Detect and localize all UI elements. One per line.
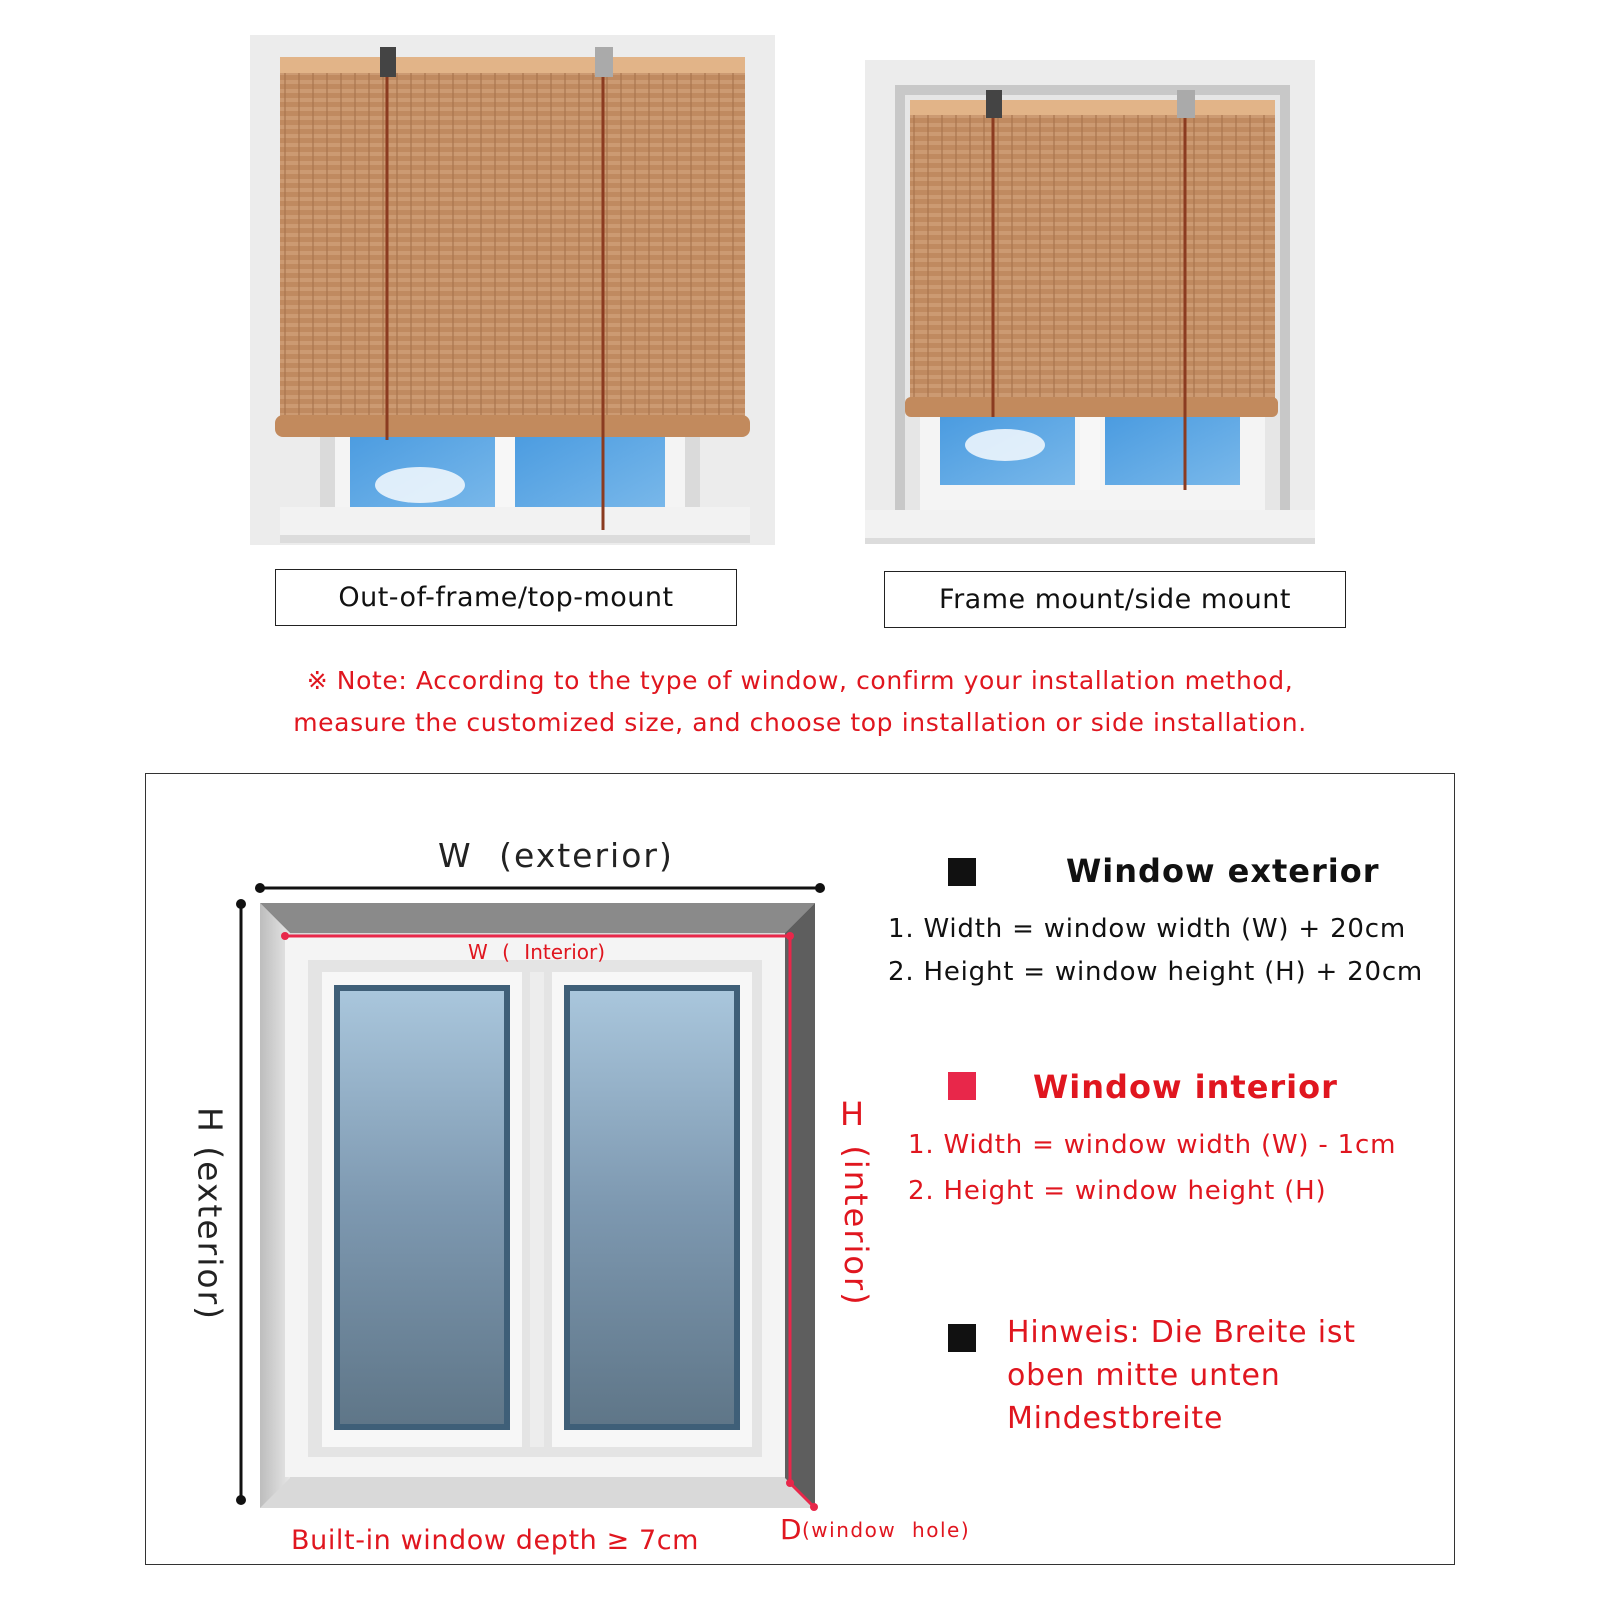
top-mount-photo [250, 35, 775, 555]
d-letter: D [780, 1513, 802, 1546]
side-mount-caption [884, 571, 1346, 628]
exterior-width-rule: 1. Width = window width (W) + 20cm [888, 914, 1406, 944]
w-exterior-label: W (exterior) [438, 836, 674, 875]
exterior-marker [948, 858, 976, 886]
top-mount-caption [275, 569, 737, 626]
depth-label: Built-in window depth ≥ 7cm [291, 1525, 700, 1556]
hinweis-line-2: oben mitte unten [1007, 1358, 1281, 1393]
side-mount-caption-text: Frame mount/side mount [939, 584, 1291, 615]
note-line-1: ※ Note: According to the type of window, confirm your installation method, [306, 666, 1294, 695]
side-mount-photo [865, 60, 1325, 555]
d-label: (window hole) [802, 1518, 971, 1542]
exterior-height-rule: 2. Height = window height (H) + 20cm [888, 957, 1424, 987]
w-interior-label: W ( Interior) [468, 940, 606, 964]
interior-width-rule: 1. Width = window width (W) - 1cm [908, 1130, 1397, 1160]
hinweis-line-3: Mindestbreite [1007, 1401, 1224, 1436]
note-line-2: measure the customized size, and choose top installation or side installation. [293, 708, 1307, 737]
interior-marker [948, 1072, 976, 1100]
h-interior-word: (interior) [837, 1145, 875, 1307]
interior-heading: Window interior [1033, 1068, 1338, 1106]
interior-height-rule: 2. Height = window height (H) [908, 1176, 1327, 1206]
h-exterior-label: H (exterior) [190, 1106, 230, 1322]
h-interior-letter: H [840, 1095, 865, 1133]
hinweis-line-1: Hinweis: Die Breite ist [1007, 1315, 1356, 1350]
exterior-heading: Window exterior [1066, 852, 1380, 890]
top-mount-caption-text: Out-of-frame/top-mount [338, 582, 674, 613]
hinweis-marker [948, 1324, 976, 1352]
